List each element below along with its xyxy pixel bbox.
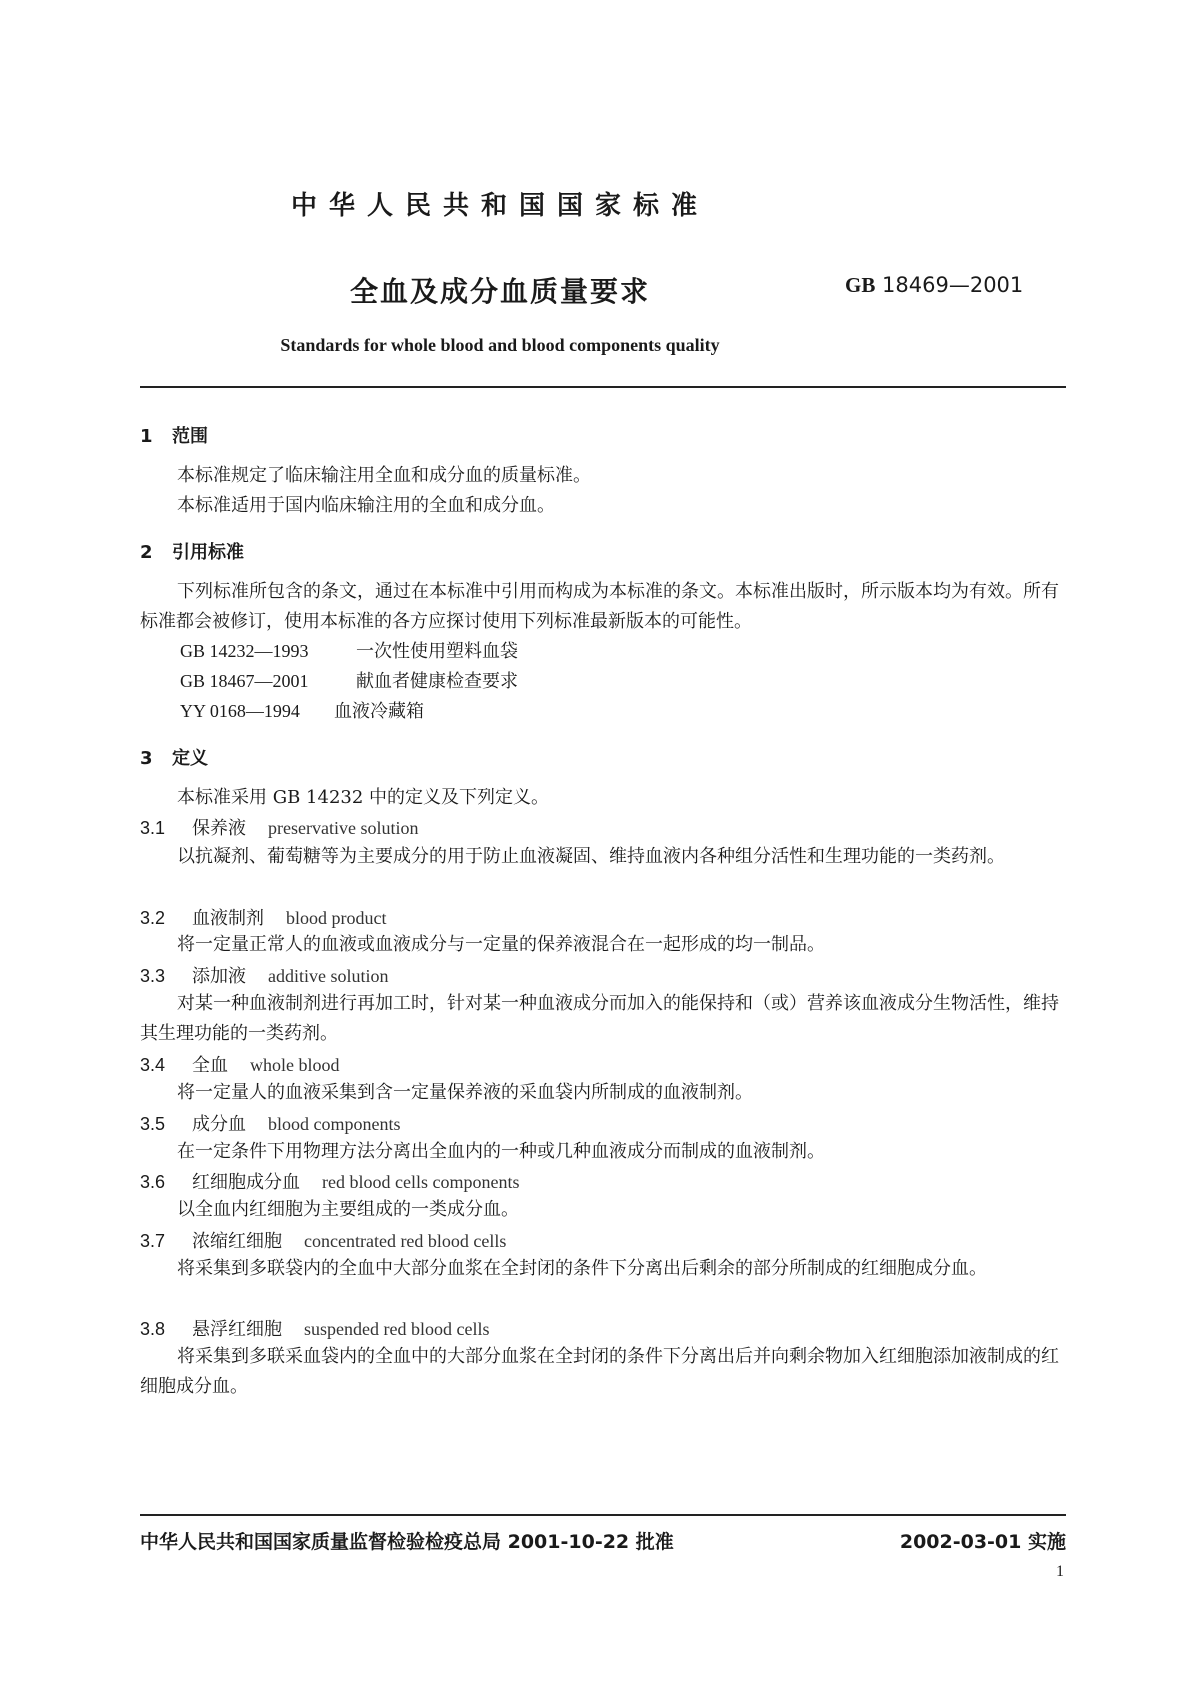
definition-heading (140, 1227, 506, 1253)
definition-term: 血液制剂 (192, 908, 264, 929)
definition-term: 全血 (192, 1055, 228, 1076)
implementation-date: 2002-03-01 实施 (899, 1531, 1066, 1553)
document-title: 全血及成分血质量要求 (349, 275, 650, 308)
section-3-heading (140, 744, 208, 770)
definition-term-en: concentrated red blood cells (304, 1231, 507, 1251)
section-2-intro: 下列标准所包含的条文，通过在本标准中引用而构成为本标准的条文。本标准出版时，所示版本均为有效。所有标准都会被修订，使用本标准的各方应探讨使用下列标准最新版本的可能性。 (140, 581, 1059, 632)
standard-code-number: 18469—2001 (882, 273, 1024, 297)
definition-text: 将一定量正常人的血液或血液成分与一定量的保养液混合在一起形成的均一制品。 (177, 934, 825, 955)
definition-number: 3.5 (140, 1114, 166, 1134)
page-number: 1 (1056, 1563, 1064, 1580)
definition-heading (140, 904, 387, 930)
definition-text: 将采集到多联袋内的全血中大部分血浆在全封闭的条件下分离出后剩余的部分所制成的红细胞成分血。 (177, 1258, 987, 1279)
definition-term: 浓缩红细胞 (192, 1231, 282, 1252)
definition-number: 3.3 (140, 966, 166, 986)
english-title: Standards for whole blood and blood components quality (280, 335, 720, 355)
definition-term-en: preservative solution (268, 818, 419, 838)
footer-divider (140, 1514, 1066, 1516)
section-2-heading (140, 538, 244, 564)
reference-code: GB 18467—2001 (180, 671, 309, 691)
definition-heading (140, 1051, 340, 1077)
definition-number: 3.7 (140, 1231, 166, 1251)
definition-term-en: red blood cells components (322, 1172, 520, 1192)
definition-heading (140, 962, 389, 988)
standard-code-prefix: GB (845, 273, 876, 297)
section-1-paragraph: 本标准适用于国内临床输注用的全血和成分血。 (177, 495, 555, 516)
definition-term: 保养液 (192, 818, 246, 839)
definition-term-en: additive solution (268, 966, 389, 986)
definition-heading (140, 1168, 519, 1194)
reference-title: 献血者健康检查要求 (356, 671, 518, 692)
reference-item (180, 697, 424, 723)
definition-text: 在一定条件下用物理方法分离出全血内的一种或几种血液成分而制成的血液制剂。 (177, 1141, 825, 1162)
reference-title: 一次性使用塑料血袋 (356, 641, 518, 662)
standard-code (845, 273, 1023, 298)
definition-heading (140, 814, 418, 840)
section-1-paragraph: 本标准规定了临床输注用全血和成分血的质量标准。 (177, 465, 591, 486)
definition-number: 3.8 (140, 1319, 166, 1339)
national-standard-heading: 中华人民共和国国家标准 (290, 191, 709, 221)
definition-number: 3.1 (140, 818, 166, 838)
header-divider (140, 386, 1066, 388)
definition-term-en: blood product (286, 908, 387, 928)
section-1-heading (140, 422, 208, 448)
definition-term-en: blood components (268, 1114, 401, 1134)
section-number: 1 (140, 426, 153, 447)
approval-line: 中华人民共和国国家质量监督检验检疫总局 2001-10-22 批准 (140, 1531, 674, 1553)
section-title: 范围 (172, 426, 208, 447)
definition-term: 悬浮红细胞 (192, 1319, 282, 1340)
definition-term: 红细胞成分血 (192, 1172, 300, 1193)
section-number: 2 (140, 542, 153, 563)
definition-heading (140, 1110, 401, 1136)
definition-term: 成分血 (192, 1114, 246, 1135)
definition-number: 3.4 (140, 1055, 166, 1075)
reference-title: 血液冷藏箱 (334, 701, 424, 722)
definition-number: 3.6 (140, 1172, 166, 1192)
definition-term-en: suspended red blood cells (304, 1319, 490, 1339)
definition-text: 对某一种血液制剂进行再加工时，针对某一种血液成分而加入的能保持和（或）营养该血液成分生物活性，维持其生理功能的一类药剂。 (140, 993, 1059, 1044)
reference-code: GB 14232—1993 (180, 641, 309, 661)
reference-item (180, 667, 518, 693)
definition-text: 将一定量人的血液采集到含一定量保养液的采血袋内所制成的血液制剂。 (177, 1082, 753, 1103)
definition-term: 添加液 (192, 966, 246, 987)
definition-term-en: whole blood (250, 1055, 340, 1075)
definition-text: 以抗凝剂、葡萄糖等为主要成分的用于防止血液凝固、维持血液内各种组分活性和生理功能的一类药剂。 (177, 846, 1005, 867)
reference-code: YY 0168—1994 (180, 701, 300, 721)
definition-heading (140, 1315, 489, 1341)
section-title: 定义 (172, 748, 208, 769)
section-number: 3 (140, 748, 153, 769)
definition-number: 3.2 (140, 908, 166, 928)
reference-item (180, 637, 518, 663)
definition-text: 将采集到多联采血袋内的全血中的大部分血浆在全封闭的条件下分离出后并向剩余物加入红细胞添加液制成的红细胞成分血。 (140, 1346, 1059, 1397)
section-title: 引用标准 (172, 542, 244, 563)
section-3-intro: 本标准采用 GB 14232 中的定义及下列定义。 (177, 787, 550, 808)
definition-text: 以全血内红细胞为主要组成的一类成分血。 (177, 1199, 519, 1220)
